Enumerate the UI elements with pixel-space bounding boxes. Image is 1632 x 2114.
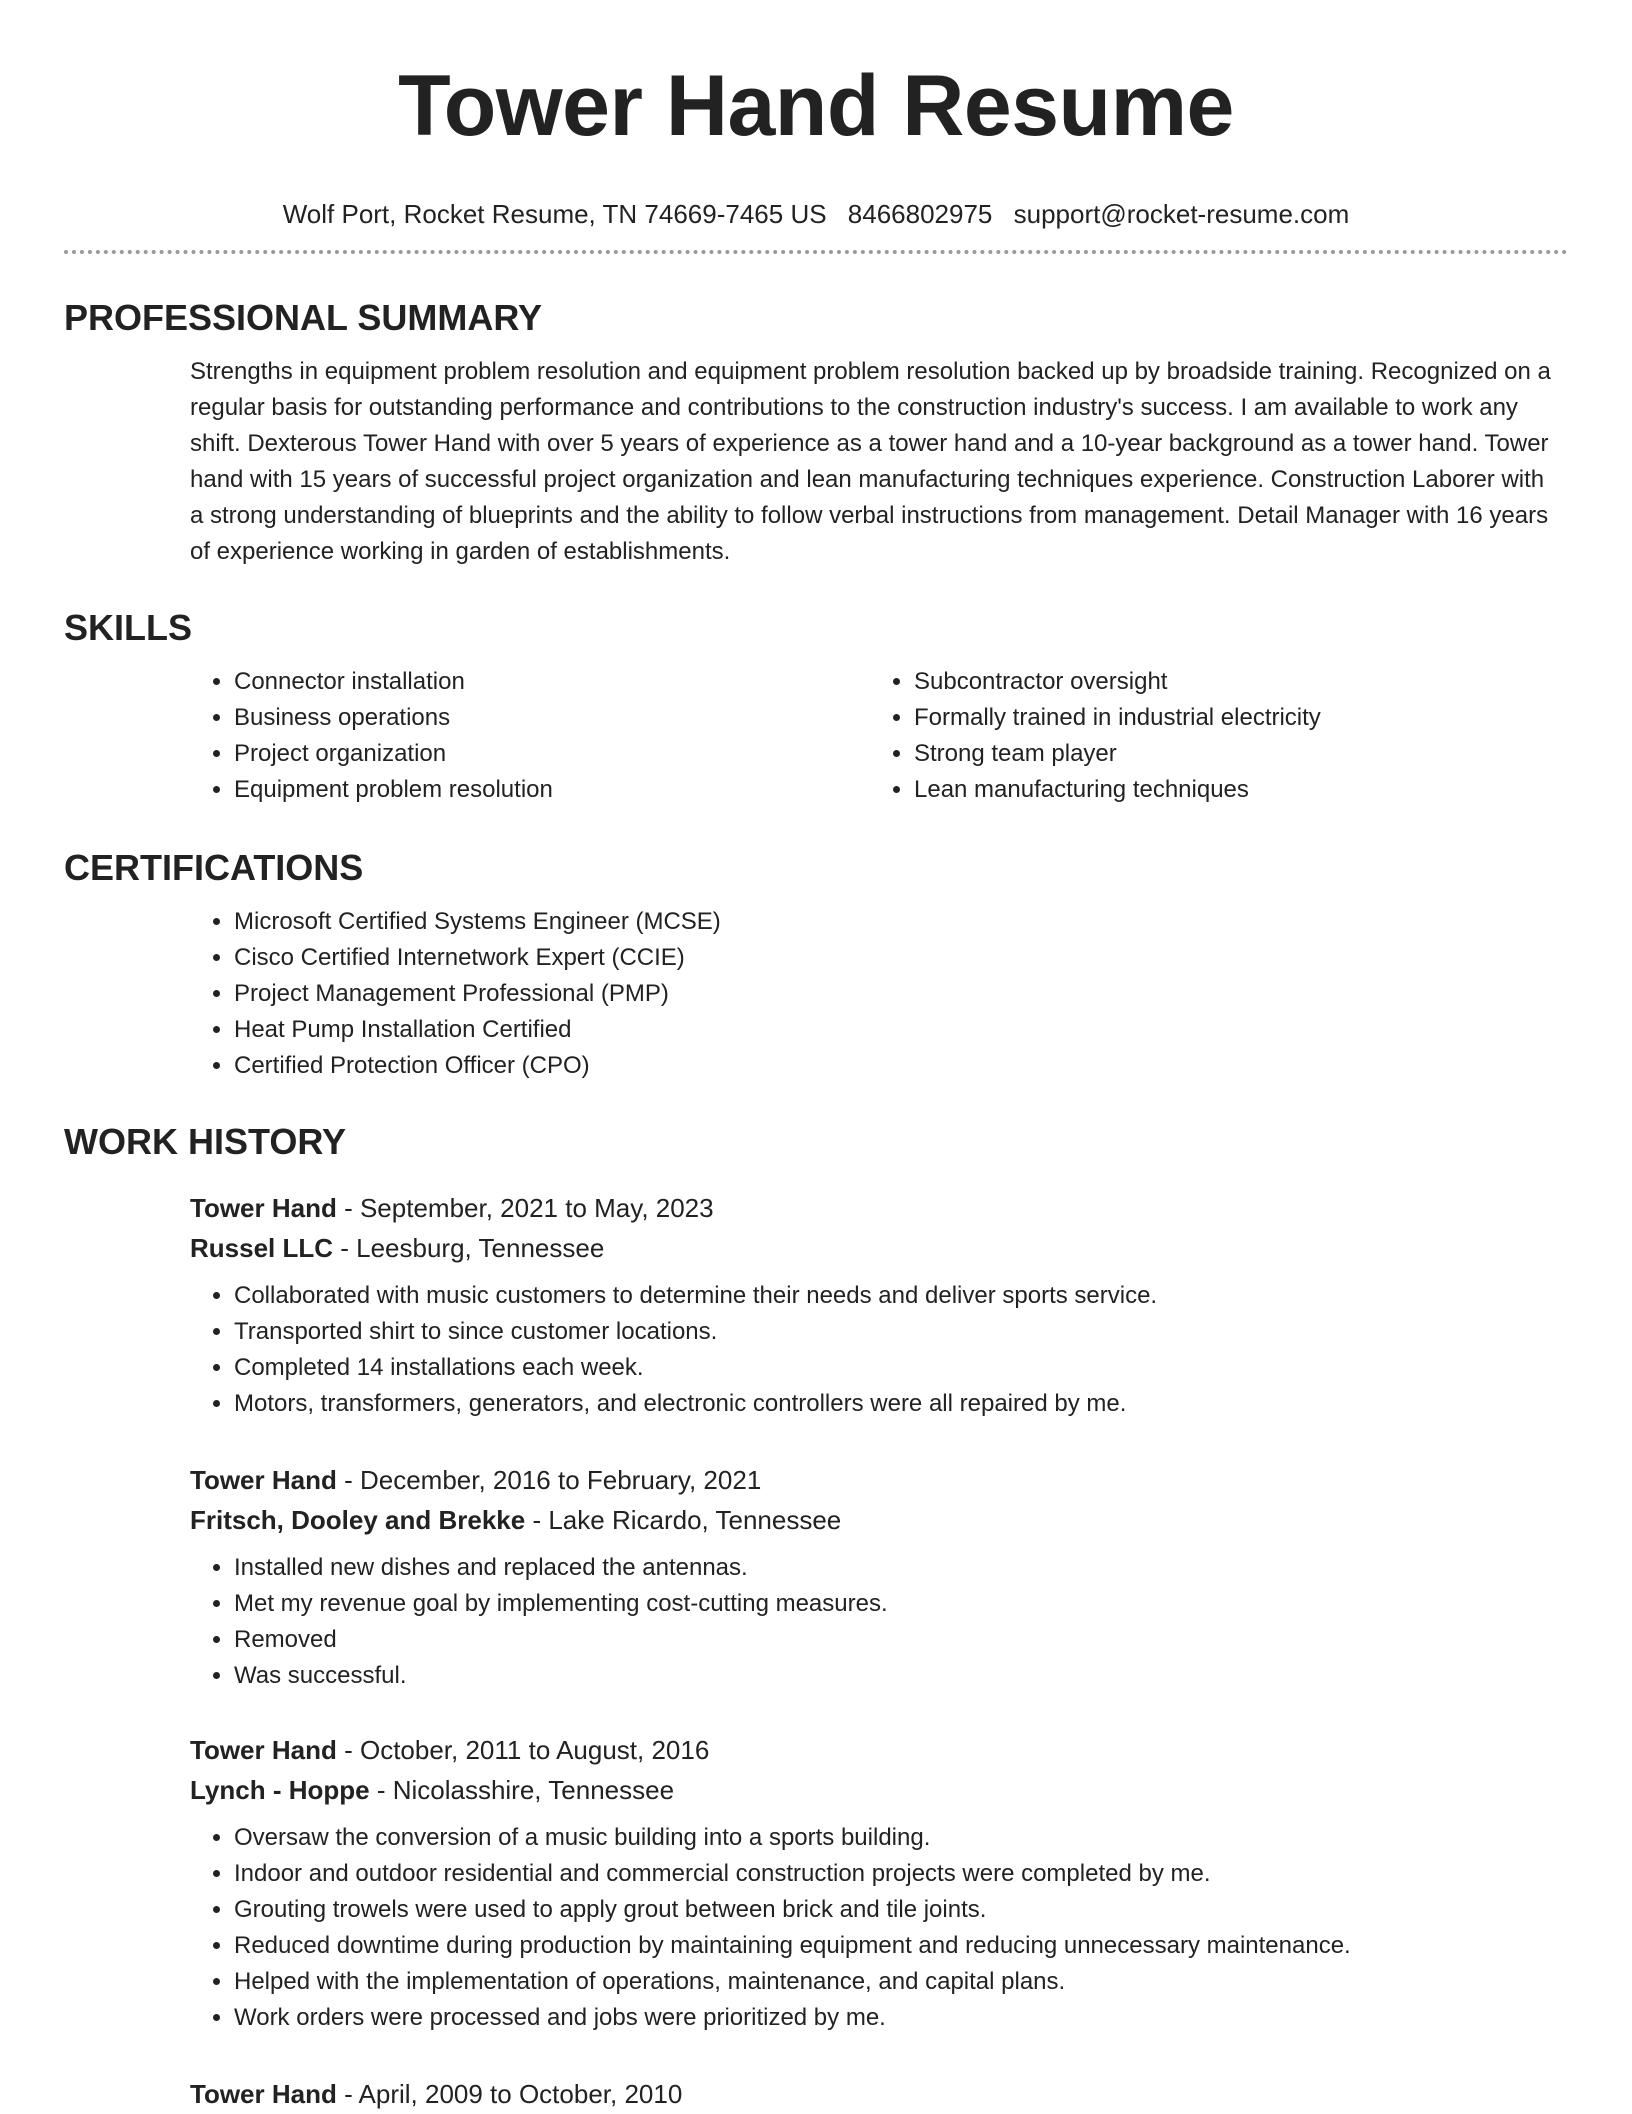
- job-company-line: [190, 1228, 1558, 1268]
- skill-item: • Strong team player: [914, 736, 1550, 772]
- job-title-line: [190, 1460, 1558, 1500]
- job-entry: [64, 2074, 1568, 2114]
- job-bullet: • Completed 14 installations each week.: [234, 1350, 1558, 1386]
- job-company-line: [190, 1500, 1558, 1540]
- job-location: - Leesburg, Tennessee: [333, 1233, 605, 1263]
- skill-item: • Lean manufacturing techniques: [914, 772, 1550, 808]
- header-divider: [64, 250, 1568, 254]
- contact-email: support@rocket-resume.com: [1013, 199, 1350, 229]
- job-title-line: [190, 1730, 1558, 1770]
- skill-item: • Project organization: [234, 736, 870, 772]
- skill-item: • Subcontractor oversight: [914, 664, 1550, 700]
- job-bullet: • Removed: [234, 1622, 1558, 1658]
- certification-item: • Microsoft Certified Systems Engineer (MCSE): [234, 904, 1558, 940]
- job-bullet: • Was successful.: [234, 1658, 1558, 1694]
- job-dates: - April, 2009 to October, 2010: [336, 2079, 683, 2109]
- job-bullet: • Reduced downtime during production by maintaining equipment and reducing unnecessary maintenance.: [234, 1928, 1558, 1964]
- work-history-heading: WORK HISTORY: [64, 1121, 347, 1162]
- job-role: Tower Hand: [190, 1465, 337, 1495]
- job-dates: - September, 2021 to May, 2023: [336, 1193, 714, 1223]
- job-title-line: [190, 1188, 1558, 1228]
- job-bullet: • Indoor and outdoor residential and commercial construction projects were completed by me.: [234, 1856, 1558, 1892]
- job-company-line: [190, 1770, 1558, 1810]
- job-bullet: • Installed new dishes and replaced the antennas.: [234, 1550, 1558, 1586]
- job-bullet: • Met my revenue goal by implementing cost-cutting measures.: [234, 1586, 1558, 1622]
- certifications-list: [190, 904, 1558, 1084]
- contact-address: Wolf Port, Rocket Resume, TN 74669-7465 US: [282, 199, 827, 229]
- skills-column-left: [190, 664, 870, 808]
- skills-section: [64, 606, 1568, 808]
- skills-heading: SKILLS: [64, 607, 193, 648]
- resume-header: [0, 0, 1632, 230]
- summary-text: Strengths in equipment problem resolution and equipment problem resolution backed up by broadside training. Recognized on a regular basis for outstanding performance and contributions to the construction industry's success. I am available to work any shift. Dexterous Tower Hand with over 5 years of experience as a tower hand and a 10-year background as a tower hand. Tower hand with 15 years of successful project organization and lean manufacturing techniques experience. Construction Laborer with a strong understanding of blueprints and the ability to follow verbal instructions from management. Detail Manager with 16 years of experience working in garden of establishments.: [190, 358, 1551, 565]
- job-company: Lynch - Hoppe: [190, 1775, 370, 1805]
- job-role: Tower Hand: [190, 1735, 337, 1765]
- certifications-heading: CERTIFICATIONS: [64, 847, 364, 888]
- contact-phone: 8466802975: [847, 199, 993, 229]
- job-location: - Lake Ricardo, Tennessee: [525, 1505, 842, 1535]
- job-bullet: • Oversaw the conversion of a music building into a sports building.: [234, 1820, 1558, 1856]
- job-bullet: • Transported shirt to since customer locations.: [234, 1314, 1558, 1350]
- job-entry: [64, 1188, 1568, 1422]
- job-company: Fritsch, Dooley and Brekke: [190, 1505, 526, 1535]
- certification-item: • Heat Pump Installation Certified: [234, 1012, 1558, 1048]
- skill-item: • Equipment problem resolution: [234, 772, 870, 808]
- job-bullet: • Grouting trowels were used to apply grout between brick and tile joints.: [234, 1892, 1558, 1928]
- job-role: Tower Hand: [190, 1193, 337, 1223]
- contact-line: [0, 198, 1632, 230]
- job-location: - Nicolasshire, Tennessee: [369, 1775, 675, 1805]
- job-bullet: • Work orders were processed and jobs were prioritized by me.: [234, 2000, 1558, 2036]
- skill-item: • Connector installation: [234, 664, 870, 700]
- skill-item: • Business operations: [234, 700, 870, 736]
- skills-grid: [190, 664, 1558, 808]
- job-bullet: • Collaborated with music customers to determine their needs and deliver sports service.: [234, 1278, 1558, 1314]
- job-bullet: • Motors, transformers, generators, and electronic controllers were all repaired by me.: [234, 1386, 1558, 1422]
- certification-item: • Cisco Certified Internetwork Expert (CCIE): [234, 940, 1558, 976]
- certifications-section: [64, 846, 1568, 1084]
- certification-item: • Certified Protection Officer (CPO): [234, 1048, 1558, 1084]
- job-dates: - December, 2016 to February, 2021: [336, 1465, 762, 1495]
- resume-title: Tower Hand Resume: [398, 58, 1234, 154]
- skill-item: • Formally trained in industrial electricity: [914, 700, 1550, 736]
- work-history-section: [64, 1120, 1568, 1164]
- summary-section: [64, 296, 1568, 570]
- certification-item: • Project Management Professional (PMP): [234, 976, 1558, 1012]
- skills-column-right: [870, 664, 1550, 808]
- job-title-line: [190, 2074, 1558, 2114]
- job-bullet: • Helped with the implementation of operations, maintenance, and capital plans.: [234, 1964, 1558, 2000]
- job-entry: [64, 1460, 1568, 1694]
- job-entry: [64, 1730, 1568, 2036]
- job-company: Russel LLC: [190, 1233, 334, 1263]
- job-role: Tower Hand: [190, 2079, 337, 2109]
- job-dates: - October, 2011 to August, 2016: [336, 1735, 710, 1765]
- summary-heading: PROFESSIONAL SUMMARY: [64, 297, 543, 338]
